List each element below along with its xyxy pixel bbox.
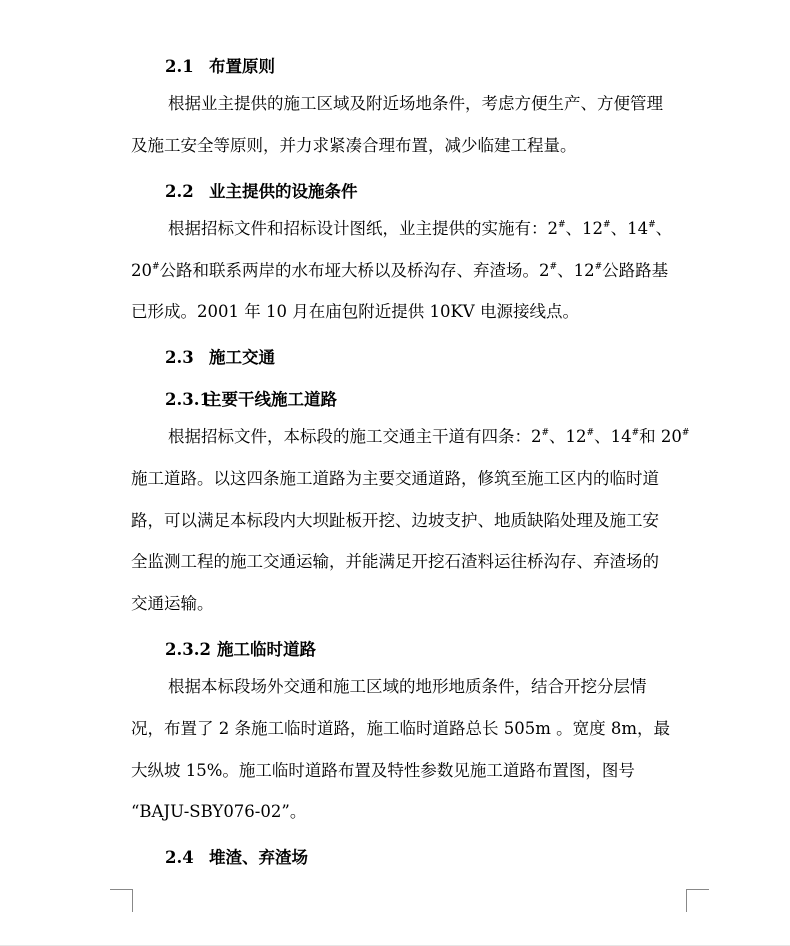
- text-run: 公路路基: [602, 261, 669, 280]
- section-number: 2.3.1: [165, 390, 211, 409]
- paragraph-line: 根据业主提供的施工区域及附近场地条件，考虑方便生产、方便管理: [168, 94, 663, 113]
- margin-corner-mark-left: [110, 889, 133, 912]
- superscript-mark: #: [603, 220, 611, 230]
- paragraph-line: “BAJU-SBY076-02”。: [131, 802, 307, 821]
- superscript-mark: #: [549, 262, 558, 272]
- paragraph-line: 路，可以满足本标段内大坝趾板开挖、边坡支护、地质缺陷处理及施工安: [131, 511, 659, 530]
- section-heading-2-3: [165, 344, 275, 368]
- text-run: 公路和联系两岸的水布垭大桥以及桥沟存、弃渣场。2: [159, 261, 550, 280]
- section-title: 主要干线施工道路: [205, 390, 337, 409]
- paragraph-line: 已形成。2001 年 10 月在庙包附近提供 10KV 电源接线点。: [131, 302, 579, 321]
- margin-corner-mark-right: [686, 889, 709, 912]
- text-run: 、12: [565, 219, 604, 238]
- paragraph-line: 况，布置了 2 条施工临时道路，施工临时道路总长 505m 。宽度 8m，最: [131, 719, 671, 738]
- section-title: 施工临时道路: [217, 640, 316, 659]
- paragraph-line: [131, 261, 668, 281]
- paragraph-line: 大纵坡 15%。施工临时道路布置及特性参数见施工道路布置图，图号: [131, 761, 635, 780]
- text-run: 、14: [610, 219, 649, 238]
- section-heading-2-3-1: [165, 386, 337, 410]
- section-number: 2.2: [165, 182, 194, 201]
- paragraph-line: 及施工安全等原则，并力求紧凑合理布置，减少临建工程量。: [131, 136, 577, 155]
- section-number: 2.1: [165, 57, 194, 76]
- text-run: 、: [655, 219, 673, 238]
- text-run: 和 20: [639, 427, 682, 446]
- section-number: 2.4: [165, 848, 194, 867]
- superscript-mark: #: [558, 220, 566, 230]
- superscript-mark: #: [586, 428, 595, 438]
- superscript-mark: #: [152, 262, 160, 272]
- section-heading-2-4: [165, 844, 308, 868]
- text-run: 、12: [557, 261, 595, 280]
- section-heading-2-3-2: [165, 636, 316, 660]
- superscript-mark: #: [631, 428, 640, 438]
- section-heading-2-1: [165, 53, 275, 77]
- section-title: 施工交通: [209, 348, 275, 367]
- section-number: 2.3.2: [165, 640, 211, 659]
- paragraph-line: 交通运输。: [131, 594, 214, 613]
- superscript-mark: #: [541, 428, 550, 438]
- section-number: 2.3: [165, 348, 194, 367]
- text-run: 根据招标文件，本标段的施工交通主干道有四条：2: [168, 427, 542, 446]
- section-title: 业主提供的设施条件: [209, 182, 358, 201]
- section-heading-2-2: [165, 178, 358, 202]
- text-run: 、12: [549, 427, 587, 446]
- superscript-mark: #: [594, 262, 603, 272]
- paragraph-line: 根据本标段场外交通和施工区域的地形地质条件，结合开挖分层情: [168, 677, 647, 696]
- section-title: 布置原则: [209, 57, 275, 76]
- paragraph-line: 施工道路。以这四条施工道路为主要交通道路，修筑至施工区内的临时道: [131, 469, 659, 488]
- paragraph-line: 全监测工程的施工交通运输，并能满足开挖石渣料运往桥沟存、弃渣场的: [131, 552, 659, 571]
- text-run: 、14: [594, 427, 632, 446]
- text-run: 根据招标文件和招标设计图纸，业主提供的实施有：2: [168, 219, 558, 238]
- paragraph-line: [168, 219, 672, 239]
- superscript-mark: #: [648, 220, 656, 230]
- superscript-mark: #: [681, 428, 690, 438]
- paragraph-line: [168, 427, 689, 447]
- section-title: 堆渣、弃渣场: [209, 848, 308, 867]
- text-run: 20: [131, 261, 152, 280]
